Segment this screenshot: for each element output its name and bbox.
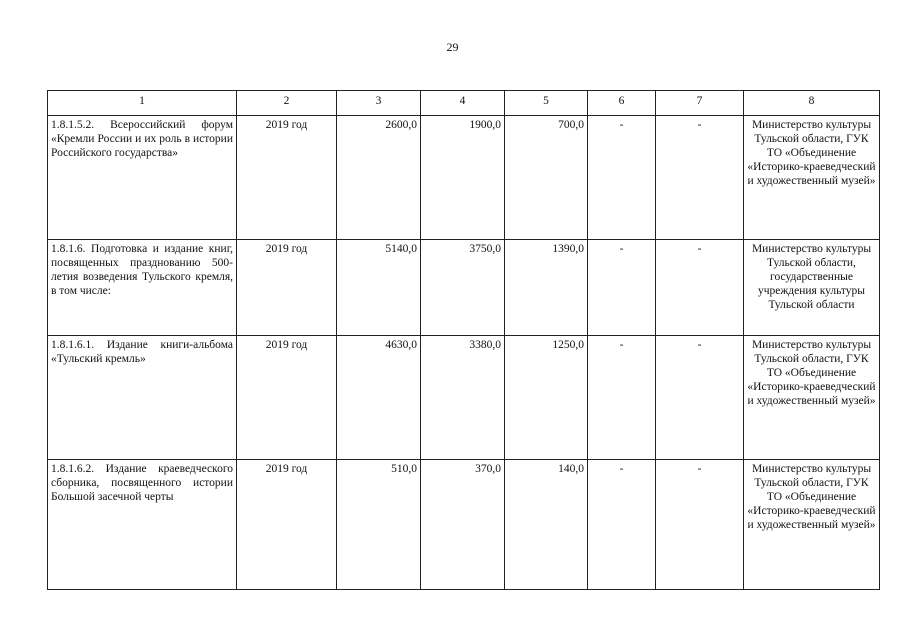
amount-col6-cell: - xyxy=(588,116,656,240)
table-row xyxy=(48,240,880,336)
activity-name-cell: 1.8.1.6.2. Издание краеведческого сборника, посвященного истории Большой засечной черты xyxy=(48,460,237,590)
executor-cell: Министерство культуры Тульской области, ГУК ТО «Объединение «Историко-краеведческий и художественный музей» xyxy=(744,336,880,460)
amount-col4-cell: 370,0 xyxy=(421,460,505,590)
amount-col4-cell: 1900,0 xyxy=(421,116,505,240)
amount-col5-cell: 140,0 xyxy=(505,460,588,590)
amount-col4-cell: 3380,0 xyxy=(421,336,505,460)
executor-cell: Министерство культуры Тульской области, ГУК ТО «Объединение «Историко-краеведческий и художественный музей» xyxy=(744,460,880,590)
amount-col7-cell: - xyxy=(656,336,744,460)
column-header-3: 3 xyxy=(337,91,421,116)
activity-name-cell: 1.8.1.5.2. Всероссийский форум «Кремли России и их роль в истории Российского государства» xyxy=(48,116,237,240)
year-cell: 2019 год xyxy=(237,336,337,460)
column-header-6: 6 xyxy=(588,91,656,116)
amount-col4-cell: 3750,0 xyxy=(421,240,505,336)
amount-col5-cell: 1250,0 xyxy=(505,336,588,460)
activity-name-cell: 1.8.1.6.1. Издание книги-альбома «Тульский кремль» xyxy=(48,336,237,460)
total-amount-cell: 4630,0 xyxy=(337,336,421,460)
page-number: 29 xyxy=(446,40,459,54)
column-header-8: 8 xyxy=(744,91,880,116)
column-header-7: 7 xyxy=(656,91,744,116)
column-header-2: 2 xyxy=(237,91,337,116)
amount-col6-cell: - xyxy=(588,336,656,460)
year-cell: 2019 год xyxy=(237,240,337,336)
table-row xyxy=(48,460,880,590)
year-cell: 2019 год xyxy=(237,460,337,590)
year-cell: 2019 год xyxy=(237,116,337,240)
amount-col6-cell: - xyxy=(588,460,656,590)
amount-col5-cell: 1390,0 xyxy=(505,240,588,336)
total-amount-cell: 510,0 xyxy=(337,460,421,590)
table-row xyxy=(48,116,880,240)
executor-cell: Министерство культуры Тульской области, государственные учреждения культуры Тульской области xyxy=(744,240,880,336)
amount-col7-cell: - xyxy=(656,240,744,336)
executor-cell: Министерство культуры Тульской области, ГУК ТО «Объединение «Историко-краеведческий и художественный музей» xyxy=(744,116,880,240)
table-row xyxy=(48,336,880,460)
column-header-5: 5 xyxy=(505,91,588,116)
amount-col7-cell: - xyxy=(656,116,744,240)
column-header-4: 4 xyxy=(421,91,505,116)
amount-col6-cell: - xyxy=(588,240,656,336)
total-amount-cell: 5140,0 xyxy=(337,240,421,336)
column-header-1: 1 xyxy=(48,91,237,116)
amount-col7-cell: - xyxy=(656,460,744,590)
program-activities-table xyxy=(47,90,880,590)
activity-name-cell: 1.8.1.6. Подготовка и издание книг, посвященных празднованию 500-летия возведения Тульского кремля, в том числе: xyxy=(48,240,237,336)
table-header-row xyxy=(48,91,880,116)
amount-col5-cell: 700,0 xyxy=(505,116,588,240)
total-amount-cell: 2600,0 xyxy=(337,116,421,240)
